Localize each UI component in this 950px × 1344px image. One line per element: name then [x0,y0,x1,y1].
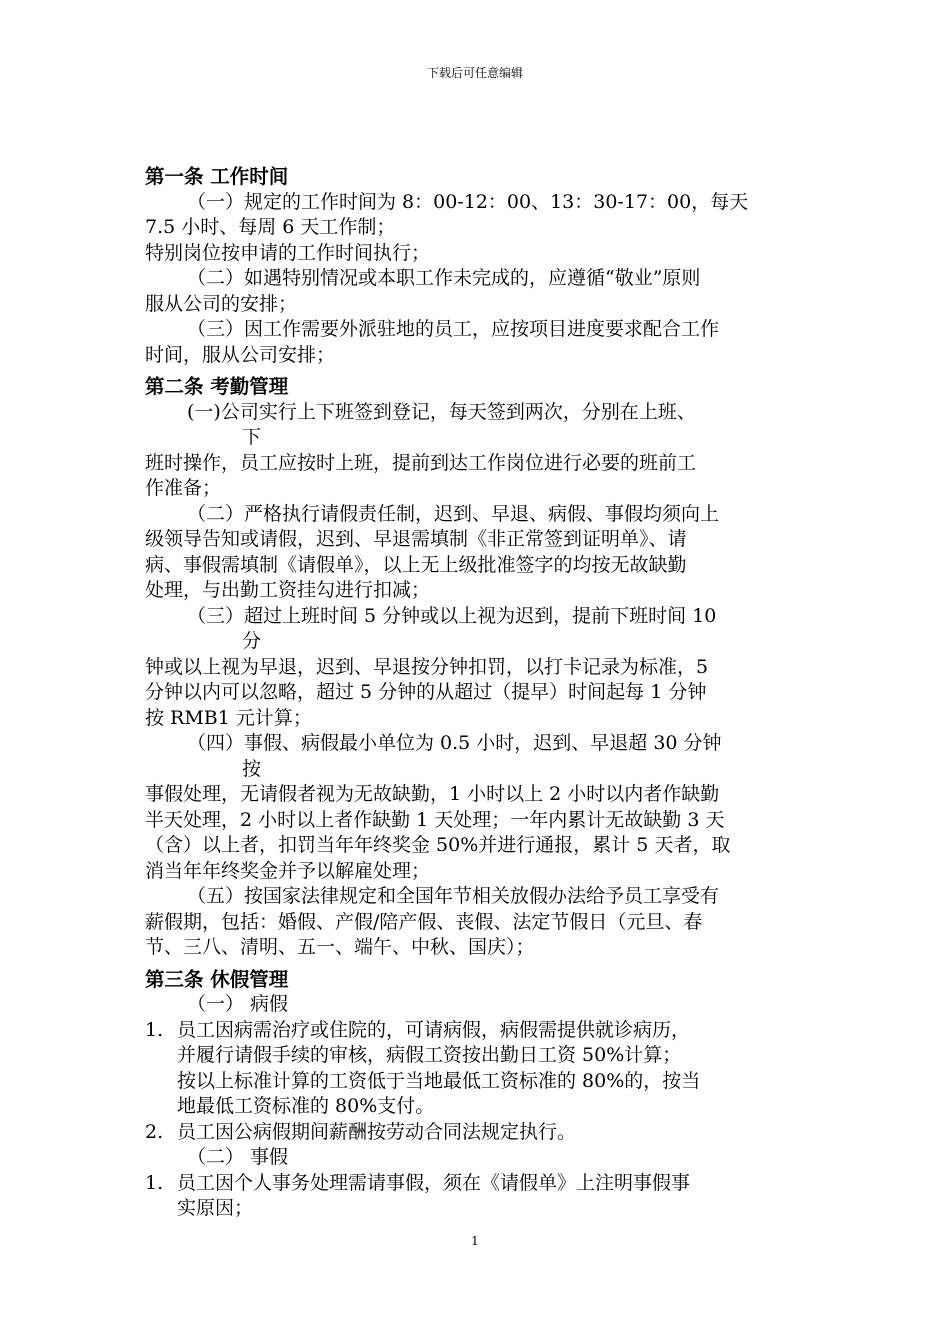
paragraph-line: 节、三八、清明、五一、端午、中秋、国庆）； [145,936,535,958]
paragraph-line: 服从公司的安排； [145,292,298,315]
paragraph-line: 钟或以上视为早退，迟到、早退按分钟扣罚，以打卡记录为标准，5 [145,655,709,678]
list-item [145,1120,810,1146]
list-item-line: 实原因； [177,1197,254,1219]
section-2-heading: 第二条 考勤管理 [145,375,289,398]
paragraph-line: 分 [242,630,262,652]
paragraph-line: 事假处理，无请假者视为无故缺勤，1 小时以上 2 小时以内者作缺勤 [145,783,720,805]
list-item-line: 员工因公病假期间薪酬按劳动合同法规定执行。 [177,1120,577,1143]
paragraph-line: （三）因工作需要外派驻地的员工，应按项目进度要求配合工作 [187,318,720,340]
section-3-heading: 第三条 休假管理 [145,967,289,991]
paragraph-line: 处理，与出勤工资挂勾进行扣减； [145,579,431,601]
paragraph-line: 按 RMB1 元计算； [145,706,312,729]
paragraph-line: （五）按国家法律规定和全国年节相关放假办法给予员工享受有 [187,885,720,907]
paragraph-line: 病、事假需填制《请假单》，以上无上级批准签字的均按无故缺勤 [145,553,687,576]
list-item-line: 并履行请假手续的审核，病假工资按出勤日工资 50%计算； [177,1044,682,1066]
list-item-line: 员工因病需治疗或住院的，可请病假，病假需提供就诊病历， [177,1018,691,1041]
page-header: 下载后可任意编辑 [426,66,523,80]
paragraph-line: （含）以上者，扣罚当年年终奖金 50%并进行通报，累计 5 天者，取 [145,834,731,856]
paragraph-line: 级领导告知或请假，迟到、早退需填制《非正常签到证明单》、请 [145,528,687,550]
list-number: 2. [145,1120,164,1143]
paragraph-line: （二）严格执行请假责任制，迟到、早退、病假、事假均须向上 [187,502,720,525]
page-number: 1 [471,1234,479,1248]
paragraph-line: 时间，服从公司安排； [145,343,336,366]
paragraph-line: 作准备； [145,477,222,499]
paragraph-line: 消当年年终奖金并予以解雇处理； [145,859,431,882]
paragraph-line: （四）事假、病假最小单位为 0.5 小时，迟到、早退超 30 分钟 [187,732,722,754]
paragraph-line: 薪假期，包括：婚假、产假/陪产假、丧假、法定节假日（元旦、春 [145,910,703,933]
document-body [145,164,810,1222]
list-item-line: 员工因个人事务处理需请事假，须在《请假单》上注明事假事 [177,1171,691,1194]
paragraph-line: (一)公司实行上下班签到登记，每天签到两次，分别在上班、 [187,400,696,423]
paragraph-line: 半天处理，2 小时以上者作缺勤 1 天处理；一年内累计无故缺勤 3 天 [145,808,725,831]
section-1-heading: 第一条 工作时间 [145,165,289,188]
paragraph-line: 班时操作，员工应按时上班，提前到达工作岗位进行必要的班前工 [145,451,697,474]
list-item-line: 地最低工资标准的 80%支付。 [177,1095,435,1117]
subsection-heading: （一） 病假 [187,993,289,1015]
list-item [145,1018,810,1120]
list-item [145,1171,810,1222]
paragraph-line: 特别岗位按申请的工作时间执行； [145,241,431,264]
paragraph-line: （二）如遇特别情况或本职工作未完成的，应遵循“敬业”原则 [187,267,701,289]
paragraph-line: 7.5 小时、每周 6 天工作制； [145,216,396,238]
subsection-heading: （二） 事假 [187,1146,289,1168]
paragraph-line: （三）超过上班时间 5 分钟或以上视为迟到，提前下班时间 10 [187,604,717,627]
paragraph-line: 分钟以内可以忽略，超过 5 分钟的从超过（提早）时间起每 1 分钟 [145,681,707,703]
list-number: 1. [145,1171,164,1194]
list-number: 1. [145,1018,164,1041]
list-item-line: 按以上标准计算的工资低于当地最低工资标准的 80%的，按当 [177,1069,701,1092]
paragraph-line: 按 [242,757,262,780]
paragraph-line: （一）规定的工作时间为 8：00-12：00、13：30-17：00，每天 [187,190,749,213]
paragraph-line: 下 [242,426,262,448]
